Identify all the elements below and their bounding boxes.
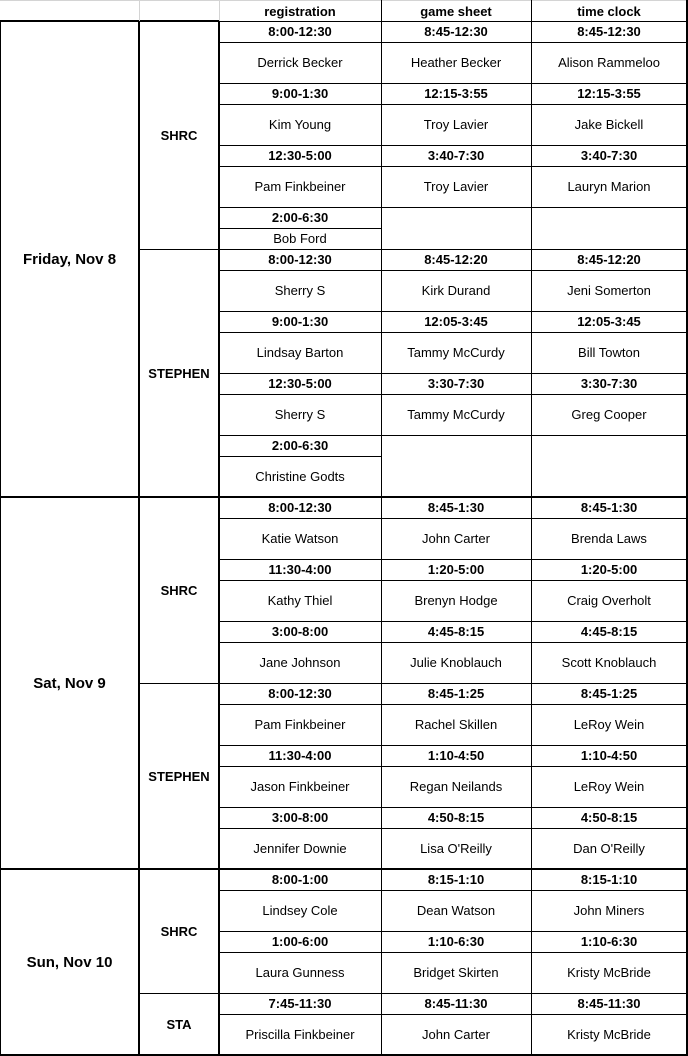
grid-line: [219, 1014, 382, 1015]
grid-line: [381, 745, 382, 808]
shift-time-registration: 2:00-6:30: [271, 438, 329, 453]
grid-line: [381, 580, 688, 581]
grid-line: [219, 890, 382, 891]
shift-time-registration: 3:00-8:00: [271, 810, 329, 825]
grid-line: [381, 683, 382, 746]
shift-time-time-clock: 1:20-5:00: [580, 562, 638, 577]
grid-line: [219, 435, 688, 436]
shift-time-game-sheet: 4:45-8:15: [427, 624, 485, 639]
day-label: Sun, Nov 10: [26, 953, 113, 971]
grid-line: [219, 249, 688, 250]
grid-line: [381, 311, 382, 374]
grid-line: [531, 83, 532, 146]
volunteer-name-game-sheet: Regan Neilands: [409, 779, 503, 794]
grid-line: [139, 21, 220, 22]
grid-line: [531, 0, 532, 22]
shift-time-game-sheet: 12:05-3:45: [424, 314, 488, 329]
shift-time-registration: 11:30-4:00: [268, 748, 332, 763]
volunteer-name-time-clock: Bill Towton: [578, 345, 640, 360]
grid-line: [219, 456, 382, 457]
shift-time-time-clock: 3:30-7:30: [580, 376, 638, 391]
shift-time-time-clock: 8:45-1:30: [580, 500, 638, 515]
shift-time-registration: 2:00-6:30: [271, 210, 329, 225]
shift-time-game-sheet: 8:45-11:30: [424, 996, 488, 1011]
grid-line: [219, 332, 382, 333]
volunteer-name-time-clock: Alison Rammeloo: [558, 55, 660, 70]
grid-line: [381, 952, 688, 953]
grid-line: [531, 207, 532, 250]
shift-time-registration: 7:45-11:30: [268, 996, 332, 1011]
volunteer-name-time-clock: Brenda Laws: [571, 531, 647, 546]
grid-line: [219, 270, 382, 271]
grid-line: [531, 683, 532, 746]
day-label: Friday, Nov 8: [22, 250, 117, 268]
grid-line: [219, 42, 382, 43]
shift-time-time-clock: 1:10-6:30: [580, 934, 638, 949]
location-label: SHRC: [160, 127, 198, 143]
grid-line: [531, 807, 532, 870]
grid-line: [138, 21, 140, 1056]
volunteer-name-game-sheet: Tammy McCurdy: [407, 407, 505, 422]
grid-line: [219, 704, 382, 705]
grid-line: [531, 993, 532, 1056]
grid-line: [531, 621, 532, 684]
shift-time-time-clock: 8:45-1:25: [580, 686, 638, 701]
shift-time-registration: 8:00-12:30: [268, 252, 332, 267]
volunteer-name-registration: Kathy Thiel: [267, 593, 333, 608]
grid-line: [219, 373, 688, 374]
grid-line: [381, 166, 688, 167]
grid-line: [219, 745, 688, 746]
shift-time-game-sheet: 12:15-3:55: [424, 86, 488, 101]
grid-line: [219, 518, 382, 519]
grid-line: [219, 166, 382, 167]
volunteer-name-registration: Christine Godts: [255, 469, 345, 484]
shift-time-game-sheet: 8:15-1:10: [427, 872, 485, 887]
grid-line: [219, 869, 688, 870]
volunteer-name-registration: Jane Johnson: [259, 655, 341, 670]
header-time-clock: time clock: [577, 3, 641, 19]
grid-line: [381, 1014, 688, 1015]
volunteer-name-time-clock: Dan O'Reilly: [573, 841, 645, 856]
shift-time-game-sheet: 3:30-7:30: [427, 376, 485, 391]
grid-line: [219, 0, 220, 22]
shift-time-time-clock: 8:45-12:30: [577, 24, 641, 39]
volunteer-name-registration: Jason Finkbeiner: [250, 779, 350, 794]
volunteer-name-time-clock: Lauryn Marion: [567, 179, 651, 194]
shift-time-registration: 12:30-5:00: [268, 376, 332, 391]
grid-line: [219, 228, 382, 229]
shift-time-time-clock: 12:05-3:45: [577, 314, 641, 329]
grid-line: [381, 207, 382, 250]
grid-line: [381, 435, 382, 498]
shift-time-registration: 8:00-12:30: [268, 686, 332, 701]
grid-line: [381, 931, 382, 994]
grid-line: [219, 828, 382, 829]
shift-time-registration: 9:00-1:30: [271, 86, 329, 101]
volunteer-name-game-sheet: Troy Lavier: [423, 117, 489, 132]
grid-line: [139, 869, 220, 870]
grid-line: [531, 869, 532, 932]
grid-line: [219, 83, 688, 84]
grid-line: [381, 869, 382, 932]
volunteer-name-registration: Sherry S: [274, 283, 326, 298]
grid-line: [219, 21, 688, 22]
shift-time-game-sheet: 3:40-7:30: [427, 148, 485, 163]
grid-line: [381, 890, 688, 891]
grid-line: [139, 683, 220, 684]
grid-line: [381, 518, 688, 519]
grid-line: [381, 394, 688, 395]
grid-line: [381, 249, 382, 312]
grid-line: [219, 642, 382, 643]
shift-time-game-sheet: 1:20-5:00: [427, 562, 485, 577]
shift-time-time-clock: 12:15-3:55: [577, 86, 641, 101]
volunteer-name-game-sheet: Lisa O'Reilly: [420, 841, 492, 856]
grid-line: [219, 145, 688, 146]
volunteer-name-time-clock: LeRoy Wein: [573, 779, 645, 794]
day-label: Sat, Nov 9: [33, 674, 106, 692]
shift-time-time-clock: 4:45-8:15: [580, 624, 638, 639]
volunteer-name-registration: Kim Young: [268, 117, 332, 132]
grid-line: [139, 249, 220, 250]
grid-line: [381, 642, 688, 643]
volunteer-name-time-clock: John Miners: [573, 903, 645, 918]
grid-line: [381, 559, 382, 622]
shift-time-game-sheet: 8:45-1:30: [427, 500, 485, 515]
grid-line: [219, 559, 688, 560]
grid-line: [381, 42, 688, 43]
volunteer-name-game-sheet: John Carter: [422, 531, 490, 546]
volunteer-name-game-sheet: Heather Becker: [410, 55, 502, 70]
volunteer-name-registration: Lindsay Barton: [256, 345, 344, 360]
shift-time-registration: 8:00-1:00: [271, 872, 329, 887]
volunteer-name-time-clock: Kristy McBride: [567, 1027, 651, 1042]
volunteer-name-time-clock: Jeni Somerton: [567, 283, 651, 298]
grid-line: [219, 993, 688, 994]
shift-time-game-sheet: 1:10-6:30: [427, 934, 485, 949]
grid-line: [218, 21, 220, 1056]
grid-line: [381, 704, 688, 705]
volunteer-name-game-sheet: John Carter: [422, 1027, 490, 1042]
location-label: SHRC: [160, 582, 198, 598]
grid-line: [381, 0, 382, 22]
volunteer-name-game-sheet: Tammy McCurdy: [407, 345, 505, 360]
grid-line: [219, 104, 382, 105]
shift-time-game-sheet: 8:45-1:25: [427, 686, 485, 701]
grid-line: [139, 0, 140, 22]
grid-line: [531, 559, 532, 622]
volunteer-name-game-sheet: Kirk Durand: [421, 283, 491, 298]
grid-line: [0, 21, 1, 1056]
grid-line: [381, 828, 688, 829]
volunteer-name-registration: Jennifer Downie: [253, 841, 347, 856]
shift-time-registration: 3:00-8:00: [271, 624, 329, 639]
volunteer-name-registration: Sherry S: [274, 407, 326, 422]
shift-time-time-clock: 8:45-11:30: [577, 996, 641, 1011]
volunteer-name-game-sheet: Rachel Skillen: [414, 717, 498, 732]
grid-line: [381, 145, 382, 208]
grid-line: [0, 0, 688, 1]
grid-line: [381, 766, 688, 767]
shift-time-game-sheet: 4:50-8:15: [427, 810, 485, 825]
volunteer-name-registration: Derrick Becker: [257, 55, 343, 70]
grid-line: [531, 435, 532, 498]
shift-time-registration: 11:30-4:00: [268, 562, 332, 577]
grid-line: [219, 931, 688, 932]
volunteer-name-registration: Katie Watson: [261, 531, 339, 546]
volunteer-name-registration: Lindsey Cole: [262, 903, 338, 918]
shift-time-time-clock: 4:50-8:15: [580, 810, 638, 825]
grid-line: [531, 145, 532, 208]
grid-line: [219, 766, 382, 767]
grid-line: [381, 104, 688, 105]
location-label: STEPHEN: [148, 365, 210, 381]
grid-line: [381, 497, 382, 560]
grid-line: [219, 807, 688, 808]
grid-line: [381, 83, 382, 146]
grid-line: [219, 580, 382, 581]
grid-line: [531, 249, 532, 312]
grid-line: [531, 311, 532, 374]
grid-line: [381, 270, 688, 271]
volunteer-name-registration: Priscilla Finkbeiner: [245, 1027, 355, 1042]
grid-line: [219, 497, 688, 498]
shift-time-time-clock: 1:10-4:50: [580, 748, 638, 763]
grid-line: [381, 621, 382, 684]
shift-time-time-clock: 8:45-12:20: [577, 252, 641, 267]
grid-line: [531, 931, 532, 994]
volunteer-name-time-clock: Jake Bickell: [574, 117, 644, 132]
grid-line: [139, 497, 220, 498]
volunteer-name-time-clock: LeRoy Wein: [573, 717, 645, 732]
volunteer-name-time-clock: Greg Cooper: [571, 407, 647, 422]
grid-line: [219, 683, 688, 684]
volunteer-name-game-sheet: Troy Lavier: [423, 179, 489, 194]
shift-time-time-clock: 8:15-1:10: [580, 872, 638, 887]
shift-time-game-sheet: 1:10-4:50: [427, 748, 485, 763]
shift-time-registration: 8:00-12:30: [268, 500, 332, 515]
shift-time-registration: 1:00-6:00: [271, 934, 329, 949]
grid-line: [219, 207, 688, 208]
grid-line: [531, 373, 532, 436]
volunteer-name-registration: Laura Gunness: [255, 965, 345, 980]
volunteer-name-game-sheet: Bridget Skirten: [413, 965, 499, 980]
location-label: STA: [166, 1016, 192, 1032]
grid-line: [219, 621, 688, 622]
volunteer-name-time-clock: Craig Overholt: [567, 593, 651, 608]
grid-line: [381, 332, 688, 333]
location-label: STEPHEN: [148, 768, 210, 784]
grid-line: [531, 497, 532, 560]
grid-line: [219, 394, 382, 395]
volunteer-name-registration: Pam Finkbeiner: [254, 717, 346, 732]
volunteer-name-game-sheet: Dean Watson: [416, 903, 496, 918]
grid-line: [531, 21, 532, 84]
grid-line: [139, 993, 220, 994]
shift-time-game-sheet: 8:45-12:30: [424, 24, 488, 39]
volunteer-name-time-clock: Scott Knoblauch: [561, 655, 657, 670]
shift-time-registration: 8:00-12:30: [268, 24, 332, 39]
grid-line: [381, 993, 382, 1056]
location-label: SHRC: [160, 923, 198, 939]
volunteer-name-registration: Bob Ford: [273, 231, 327, 246]
volunteer-name-game-sheet: Julie Knoblauch: [410, 655, 502, 670]
grid-line: [381, 807, 382, 870]
header-game-sheet: game sheet: [420, 3, 492, 19]
grid-line: [381, 373, 382, 436]
header-registration: registration: [264, 3, 336, 19]
shift-time-registration: 12:30-5:00: [268, 148, 332, 163]
shift-time-game-sheet: 8:45-12:20: [424, 252, 488, 267]
grid-line: [219, 311, 688, 312]
grid-line: [531, 745, 532, 808]
grid-line: [219, 952, 382, 953]
shift-time-registration: 9:00-1:30: [271, 314, 329, 329]
volunteer-name-game-sheet: Brenyn Hodge: [414, 593, 498, 608]
volunteer-name-registration: Pam Finkbeiner: [254, 179, 346, 194]
shift-time-time-clock: 3:40-7:30: [580, 148, 638, 163]
volunteer-name-time-clock: Kristy McBride: [567, 965, 651, 980]
grid-line: [381, 21, 382, 84]
